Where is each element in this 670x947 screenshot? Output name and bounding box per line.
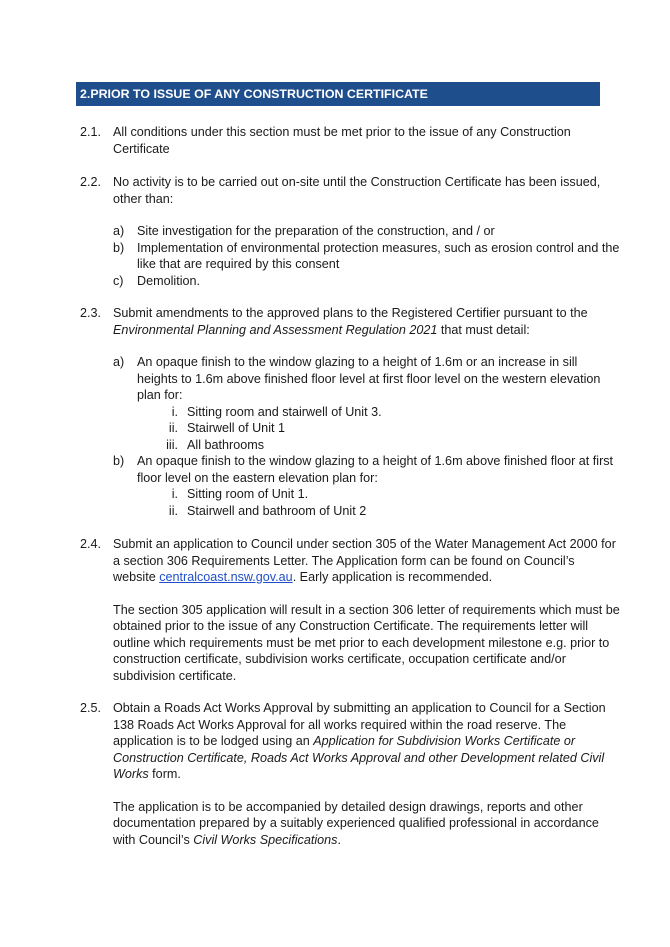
condition-2-1 [80, 124, 620, 157]
condition-number: 2.1. [80, 125, 102, 139]
condition-text: No activity is to be carried out on-site until the Construction Certificate has been issued, other than: [113, 175, 601, 206]
sub-list-item: iii. All bathrooms [166, 437, 264, 452]
condition-2-5 [80, 700, 620, 848]
sub-list-item: i. Sitting room and stairwell of Unit 3. [171, 404, 382, 419]
condition-number: 2.2. [80, 175, 102, 189]
sub-list-item: ii. Stairwell and bathroom of Unit 2 [168, 503, 367, 518]
specifications-title: Civil Works Specifications [193, 832, 338, 847]
list-letter: b) [113, 454, 125, 468]
regulation-title: Environmental Planning and Assessment Regulation 2021 [113, 322, 438, 337]
list-letter: a) [113, 355, 125, 369]
list-item [113, 453, 620, 519]
list-item [113, 240, 620, 273]
list-text: Implementation of environmental protection measures, such as erosion control and the like that are required by this consent [137, 240, 620, 271]
list-item [113, 273, 620, 290]
condition-paragraph: The application is to be accompanied by detailed design drawings, reports and other documentation prepared by a suitably experienced qualified professional in accordance with Council’s Civil Works Specifications. [113, 799, 599, 847]
list-letter: c) [113, 273, 124, 288]
form-title: Application for Subdivision Works Certificate or Construction Certificate, Roads Act Works Approval and other Development related Civil Works [113, 734, 605, 781]
sub-list-item: i. Sitting room of Unit 1. [171, 487, 309, 501]
list-text: Site investigation for the preparation of the construction, and / or [137, 224, 495, 238]
list-letter: b) [113, 240, 125, 255]
condition-number: 2.4. [80, 537, 102, 551]
list-text: Demolition. [137, 273, 200, 288]
section-heading: 2.PRIOR TO ISSUE OF ANY CONSTRUCTION CERTIFICATE [76, 82, 600, 106]
list-text: An opaque finish to the window glazing to a height of 1.6m above finished floor at first floor level on the eastern elevation plan for: [137, 454, 614, 485]
condition-text: Submit an application to Council under section 305 of the Water Management Act 2000 for a section 306 Requirements Letter. The Application form can be found on Council’s website centralcoast.nsw.gov.au. Early application is recommended. [113, 537, 616, 584]
condition-2-2 [80, 174, 620, 289]
condition-text: Submit amendments to the approved plans to the Registered Certifier pursuant to the Environmental Planning and Assessment Regulation 2021 that must detail: [113, 306, 588, 337]
list-item [113, 354, 620, 453]
list-item [113, 223, 620, 240]
condition-2-3 [80, 305, 620, 519]
council-website-link[interactable]: centralcoast.nsw.gov.au [159, 570, 293, 584]
list-letter: a) [113, 224, 125, 238]
sub-list-item: ii. Stairwell of Unit 1 [168, 421, 285, 435]
condition-number: 2.5. [80, 701, 102, 715]
list-text: An opaque finish to the window glazing to a height of 1.6m or an increase in sill heights to 1.6m above finished floor level at first floor level on the western elevation plan for: [137, 355, 601, 402]
condition-paragraph: The section 305 application will result in a section 306 letter of requirements which must be obtained prior to the issue of any Construction Certificate. The requirements letter will outline which requirements must be met prior to each development milestone e.g. prior to construction certificate, subdivision works certificate, occupation certificate and/or subdivision certificate. [113, 602, 620, 683]
condition-number: 2.3. [80, 306, 102, 320]
condition-2-4 [80, 536, 620, 684]
condition-text: All conditions under this section must be met prior to the issue of any Construction Certificate [113, 125, 571, 156]
condition-text: Obtain a Roads Act Works Approval by submitting an application to Council for a Section 138 Roads Act Works Approval for all works required within the road reserve. The application is to be lodged using an Application for Subdivision Works Certificate or Construction Certificate, Roads Act Works Approval and other Development related Civil Works form. [113, 701, 606, 781]
